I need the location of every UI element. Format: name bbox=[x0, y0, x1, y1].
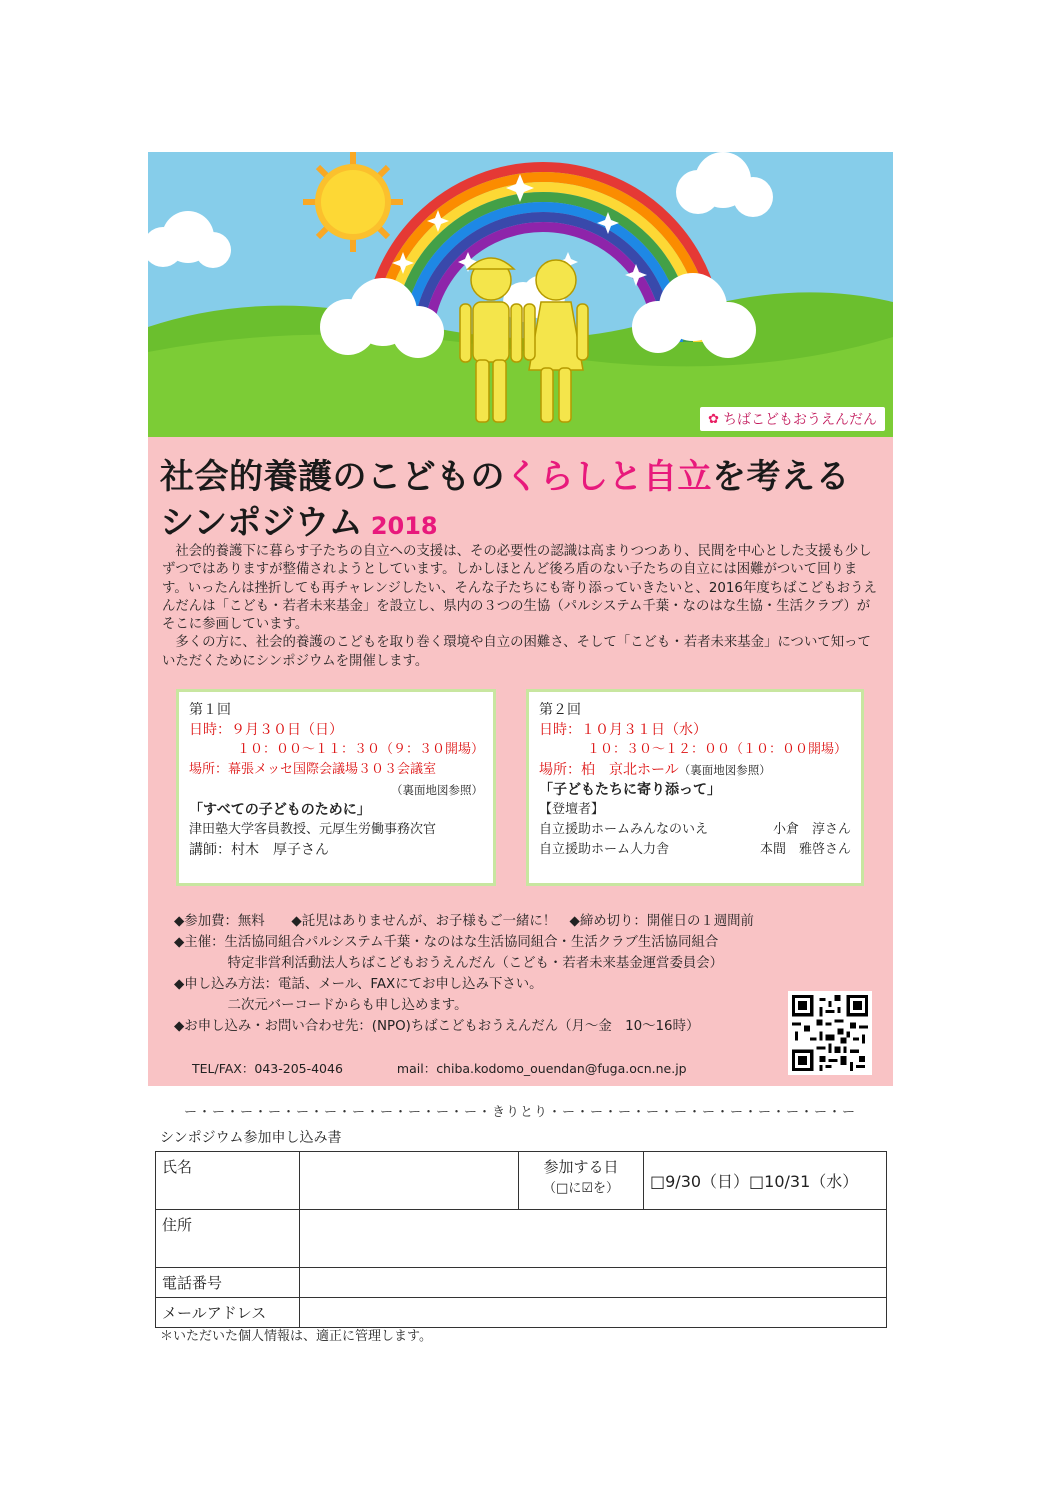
info-organizer-2: 特定非営利活動法人ちばこどもおうえんだん（こども・若者未来基金運営委員会） bbox=[174, 956, 724, 971]
privacy-note: ＊いただいた個人情報は、適正に管理します。 bbox=[160, 1329, 432, 1344]
intro-text bbox=[162, 543, 880, 671]
session-2-date: 日時：１０月３１日（水） bbox=[539, 722, 707, 738]
event-info bbox=[174, 911, 874, 1037]
info-apply-qr: 二次元バーコードからも申し込めます。 bbox=[174, 998, 468, 1013]
day-label-cell bbox=[519, 1152, 644, 1210]
session-2-box bbox=[526, 689, 864, 886]
day-choices[interactable]: □9/30（日）□10/31（水） bbox=[644, 1152, 887, 1210]
session-2-panelist-1 bbox=[539, 820, 851, 840]
title-line-1 bbox=[160, 449, 850, 498]
session-2-heading: 第２回 bbox=[539, 702, 581, 718]
intro-paragraph-1: 社会的養護下に暮らす子たちの自立への支援は、その必要性の認識は高まりつつあり、民間を中心とした支援も少しずつではありますが整備されようとしています。しかしほとんど後ろ盾のない子たちの自立には困難がついて回ります。いったんは挫折しても再チャレンジしたい、そんな子たちにも寄り添っていきたいと、2016年度ちばこどもおうえんだんは「こども・若者未来基金」を設立し、県内の３つの生協（パルシステム千葉・なのはな生協・生活クラブ）がそこに参画しています。 bbox=[162, 544, 877, 633]
name-label: 氏名 bbox=[156, 1152, 300, 1210]
panelist-1-org: 自立援助ホームみんなのいえ bbox=[539, 822, 709, 837]
brand-logo bbox=[700, 407, 885, 431]
session-2-time: １０：３０～１２：００（１０：００開場） bbox=[587, 742, 848, 757]
title-line-2 bbox=[160, 495, 438, 544]
info-apply-method: ◆申し込み方法：電話、メール、FAXにてお申し込み下さい。 bbox=[174, 977, 543, 992]
title-part-c: を考える bbox=[712, 457, 850, 497]
address-label: 住所 bbox=[156, 1210, 300, 1268]
info-organizer: ◆主催：生活協同組合パルシステム千葉・なのはな生活協同組合・生活クラブ生活協同組合 bbox=[174, 935, 719, 950]
contact-tel: TEL/FAX：043-205-4046 bbox=[192, 1061, 343, 1076]
panelist-2-name: 本間 雅啓さん bbox=[759, 842, 851, 857]
title-year: 2018 bbox=[370, 512, 438, 540]
title-highlight: くらしと自立 bbox=[505, 457, 712, 497]
panelist-2-org: 自立援助ホーム人力舎 bbox=[539, 842, 670, 857]
application-form bbox=[155, 1151, 887, 1328]
phone-field[interactable] bbox=[300, 1268, 887, 1298]
panelist-1-name: 小倉 淳さん bbox=[772, 822, 851, 837]
session-2-place-row bbox=[539, 760, 851, 780]
qr-code[interactable] bbox=[788, 991, 872, 1075]
intro-paragraph-2: 多くの方に、社会的養護のこどもを取り巻く環境や自立の困難さ、そして「こども・若者未来基金」について知っていただくためにシンポジウムを開催します。 bbox=[162, 635, 871, 669]
form-title: シンポジウム参加申し込み書 bbox=[160, 1130, 342, 1146]
day-label: 参加する日 bbox=[543, 1158, 619, 1176]
contact-line bbox=[192, 1059, 737, 1077]
title-part-a: 社会的養護のこどもの bbox=[160, 457, 505, 497]
phone-label: 電話番号 bbox=[156, 1268, 300, 1298]
day-hint: （□に☑を） bbox=[543, 1181, 619, 1196]
session-2-map-note: （裏面地図参照） bbox=[678, 763, 771, 777]
info-contact: ◆お申し込み・お問い合わせ先：(NPO)ちばこどもおうえんだん（月～金 10～16時） bbox=[174, 1019, 700, 1034]
session-1-speaker: 講師：村木 厚子さん bbox=[189, 842, 329, 858]
title-symposium: シンポジウム bbox=[160, 503, 363, 543]
session-1-box bbox=[176, 689, 496, 886]
email-label: メールアドレス bbox=[156, 1298, 300, 1328]
flyer-body bbox=[148, 437, 893, 1086]
session-1-place: 場所：幕張メッセ国際会議場３０３会議室 bbox=[189, 762, 437, 777]
brand-name: ちばこどもおうえんだん bbox=[723, 412, 877, 428]
contact-mail: mail：chiba.kodomo_ouendan@fuga.ocn.ne.jp bbox=[396, 1061, 687, 1076]
name-field[interactable] bbox=[300, 1152, 519, 1210]
session-2-place: 場所：柏 京北ホール bbox=[539, 762, 679, 778]
session-1-map-note: （裏面地図参照） bbox=[391, 783, 483, 797]
session-2-theme: 「子どもたちに寄り添って」 bbox=[539, 782, 721, 798]
email-field[interactable] bbox=[300, 1298, 887, 1328]
rainbow-scene bbox=[148, 152, 893, 437]
sun-icon bbox=[303, 152, 403, 252]
session-1-theme: 「すべての子どものために」 bbox=[189, 802, 371, 818]
session-1-heading: 第１回 bbox=[189, 702, 231, 718]
address-field[interactable] bbox=[300, 1210, 887, 1268]
session-2-panelist-2 bbox=[539, 840, 851, 860]
session-1-time: １０：００～１１：３０（９：３０開場） bbox=[237, 742, 485, 757]
cut-line: ー・ー・ー・ー・ー・ー・ー・ー・ー・ー・ー・きりとり・ー・ー・ー・ー・ー・ー・ー・ー・ー・ー・ー bbox=[183, 1105, 856, 1120]
session-2-role: 【登壇者】 bbox=[539, 802, 605, 817]
session-1-date: 日時：９月３０日（日） bbox=[189, 722, 343, 738]
info-fee: ◆参加費：無料 ◆託児はありませんが、お子様もご一緒に！ ◆締め切り：開催日の１週間前 bbox=[174, 914, 754, 929]
hero-illustration bbox=[148, 152, 893, 437]
flower-icon: ✿ bbox=[708, 411, 719, 427]
qr-code-icon bbox=[792, 995, 868, 1071]
session-1-affiliation: 津田塾大学客員教授、元厚生労働事務次官 bbox=[189, 822, 437, 837]
